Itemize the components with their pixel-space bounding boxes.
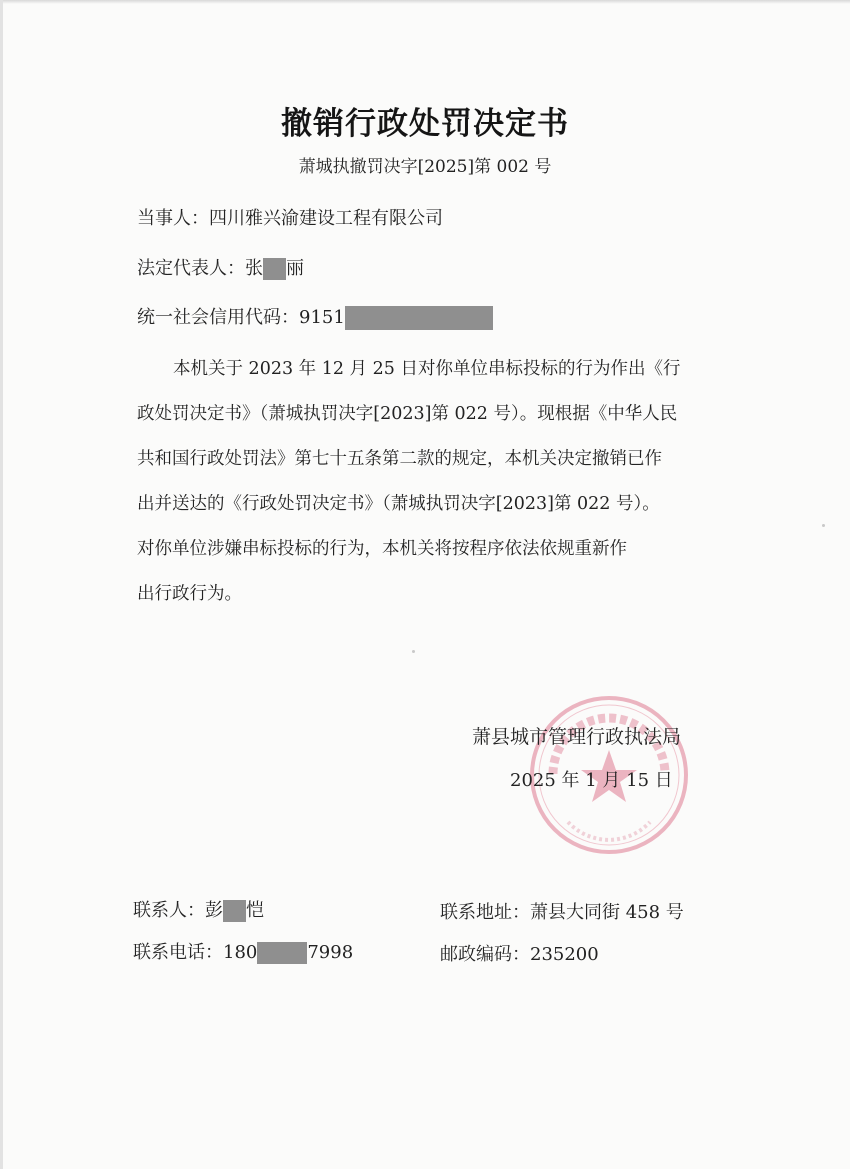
contact-address — [440, 898, 684, 924]
scan-edge-top — [0, 0, 850, 4]
document-title: 撤销行政处罚决定书 — [281, 106, 569, 142]
legal-representative-field — [137, 254, 304, 280]
contact-person-prefix: 彭 — [205, 900, 223, 921]
rep-redaction — [263, 258, 286, 280]
contact-phone — [133, 938, 353, 964]
document-number: 萧城执撤罚决字[2025]第 002 号 — [298, 157, 552, 177]
contact-person-suffix: 恺 — [246, 900, 264, 921]
body-line: 对你单位涉嫌串标投标的行为，本机关将按程序依法依规重新作 — [137, 539, 627, 559]
contact-address-label: 联系地址： — [440, 902, 530, 923]
body-line: 共和国行政处罚法》第七十五条第二款的规定，本机关决定撤销已作 — [137, 449, 662, 469]
party-value: 四川雅兴渝建设工程有限公司 — [209, 208, 443, 229]
credit-prefix: 9151 — [299, 307, 345, 328]
contact-phone-redaction — [257, 942, 307, 964]
contact-address-value: 萧县大同街 458 号 — [530, 902, 684, 923]
credit-code-field — [137, 303, 493, 330]
contact-person — [133, 896, 264, 922]
issue-date: 2025 年 1 月 15 日 — [510, 770, 673, 791]
party-field — [137, 204, 443, 230]
rep-label: 法定代表人： — [137, 258, 245, 279]
contact-phone-label: 联系电话： — [133, 942, 223, 963]
body-line: 本机关于 2023 年 12 月 25 日对你单位串标投标的行为作出《行 — [173, 359, 681, 379]
body-line: 出并送达的《行政处罚决定书》（萧城执罚决字[2023]第 022 号）。 — [137, 494, 660, 514]
contact-phone-suffix: 7998 — [307, 942, 354, 963]
party-label: 当事人： — [137, 208, 209, 229]
contact-person-redaction — [223, 900, 246, 922]
postal-code — [440, 940, 599, 966]
contact-person-label: 联系人： — [133, 900, 205, 921]
rep-suffix: 丽 — [286, 258, 304, 279]
postal-code-value: 235200 — [530, 944, 599, 965]
body-line: 出行政行为。 — [137, 584, 242, 604]
body-line: 政处罚决定书》（萧城执罚决字[2023]第 022 号）。现根据《中华人民 — [137, 404, 678, 424]
contact-phone-prefix: 180 — [223, 942, 258, 963]
credit-label: 统一社会信用代码： — [137, 307, 299, 328]
credit-redaction — [345, 306, 493, 330]
scan-speck — [412, 650, 415, 653]
rep-prefix: 张 — [245, 258, 263, 279]
postal-code-label: 邮政编码： — [440, 944, 530, 965]
scan-speck — [822, 524, 825, 527]
issuing-authority: 萧县城市管理行政执法局 — [472, 726, 682, 748]
decision-body — [137, 347, 727, 617]
